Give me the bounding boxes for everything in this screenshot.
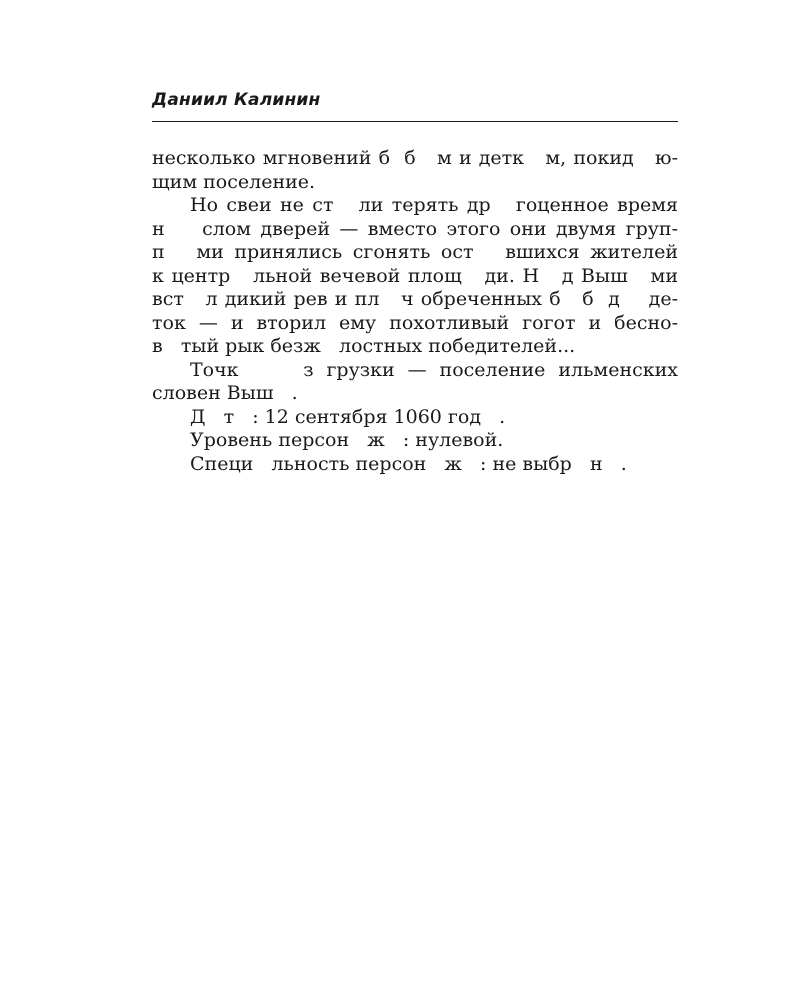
text-line: щим поселение.	[152, 170, 316, 193]
text-line: Д т : 12 сентября 1060 год .	[190, 405, 506, 428]
text-line: н слом дверей — вместо этого они двумя груп-	[152, 217, 678, 240]
text-line: Уровень персон ж : нулевой.	[190, 429, 504, 451]
text-line: к центр льной вечевой площ ди. Н д Выш ми	[152, 264, 678, 287]
text-line: вст л дикий рев и пл ч обреченных б б д де-	[152, 288, 678, 310]
text-line: ток — и вторил ему похотливый гогот и бесно-	[152, 311, 678, 334]
text-line: несколько мгновений б б м и детк м, покид ю-	[152, 147, 678, 169]
text-line: Но свеи не ст ли терять др гоценное время	[190, 194, 678, 216]
running-head-author: Даниил Калинин	[152, 90, 321, 110]
text-line: Специ льность персон ж : не выбр н .	[190, 452, 627, 475]
text-line: словен Выш .	[152, 382, 298, 404]
text-line: п ми принялись сгонять ост вшихся жителей	[152, 241, 678, 263]
body-text	[152, 147, 678, 476]
text-line: Точк з грузки — поселение ильменских	[190, 358, 678, 381]
header-rule	[152, 121, 678, 122]
text-line: в тый рык безж лостных победителей...	[152, 335, 576, 357]
